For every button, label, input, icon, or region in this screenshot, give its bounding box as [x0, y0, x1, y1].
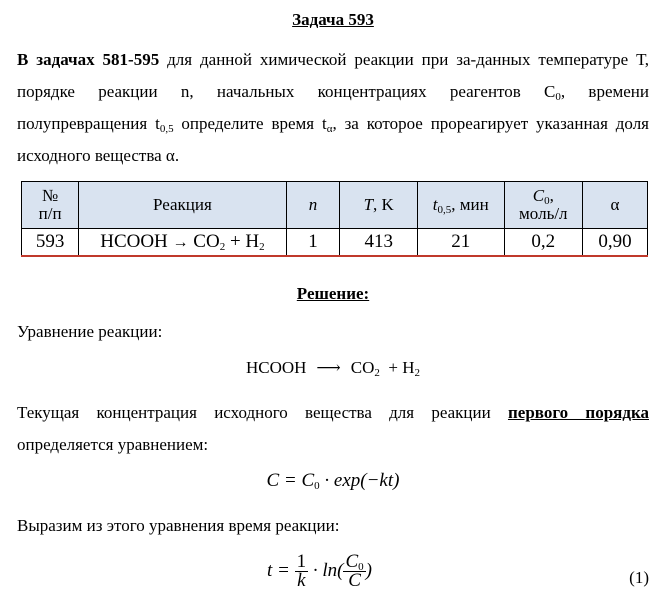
fraction-c0-over-c: $\frac{C_0}{C}$	[345, 551, 364, 591]
equation-label: Уравнение реакции:	[17, 322, 163, 341]
header-alpha: α	[582, 182, 647, 229]
cell-temperature: 413	[340, 229, 417, 257]
header-concentration: $C_0$, моль/л	[504, 182, 582, 229]
header-half-life: $t_{0,5}$, мин	[417, 182, 504, 229]
cell-order: 1	[286, 229, 340, 257]
cell-alpha: 0,90	[582, 229, 647, 257]
equation-number: (1)	[629, 568, 649, 587]
header-number: № п/п	[22, 182, 79, 229]
cell-concentration: 0,2	[504, 229, 582, 257]
description-text-3: определите время t	[173, 114, 327, 133]
concentration-equation: $C = C_0 \cdot \exp(-kt)$	[266, 470, 400, 492]
time-equation: t = $\frac{1}{k}$ · ln( $\frac{C_0}{C}$ )	[267, 551, 372, 591]
description-text: для данной химической реакции при за-данных температуре Т, порядке реакции n, начальных концентрациях реагентов С	[17, 50, 649, 101]
table-row	[22, 229, 648, 257]
header-order: n	[286, 182, 340, 229]
task-data-table	[21, 181, 648, 257]
reaction-equation: HCOOH ⟶ $CO_2 + H_2$	[245, 358, 421, 379]
solution-title: Решение:	[296, 284, 370, 303]
arrow-icon: →	[172, 234, 189, 251]
concentration-paragraph: Текущая концентрация исходного вещества для реакции первого порядка определяется уравнением:	[17, 403, 649, 454]
ta-subscript: α	[326, 123, 333, 135]
cell-number: 593	[22, 229, 79, 257]
cell-half-life: 21	[417, 229, 504, 257]
header-reaction: Реакция	[79, 182, 286, 229]
task-description	[17, 44, 649, 172]
header-temperature: T, K	[340, 182, 417, 229]
first-order-emphasis: первого порядка	[507, 403, 649, 422]
description-text-2: , времени полупревращения t	[17, 82, 649, 133]
cell-reaction: HCOOH → $CO_2 + H_2$	[79, 229, 286, 257]
task-title: Задача 593	[292, 10, 374, 29]
table-header-row	[22, 182, 648, 229]
task-range: В задачах 581-595	[17, 50, 160, 69]
fraction-one-over-k: $\frac{1}{k}$	[296, 551, 307, 591]
long-arrow-icon: ⟶	[316, 358, 341, 377]
t-subscript: 0,5	[159, 123, 174, 135]
description-text-4: , за которое прореагирует указанная доля исходного вещества α.	[17, 114, 650, 165]
express-time-paragraph: Выразим из этого уравнения время реакции:	[17, 516, 340, 535]
c0-subscript: 0	[555, 91, 561, 103]
